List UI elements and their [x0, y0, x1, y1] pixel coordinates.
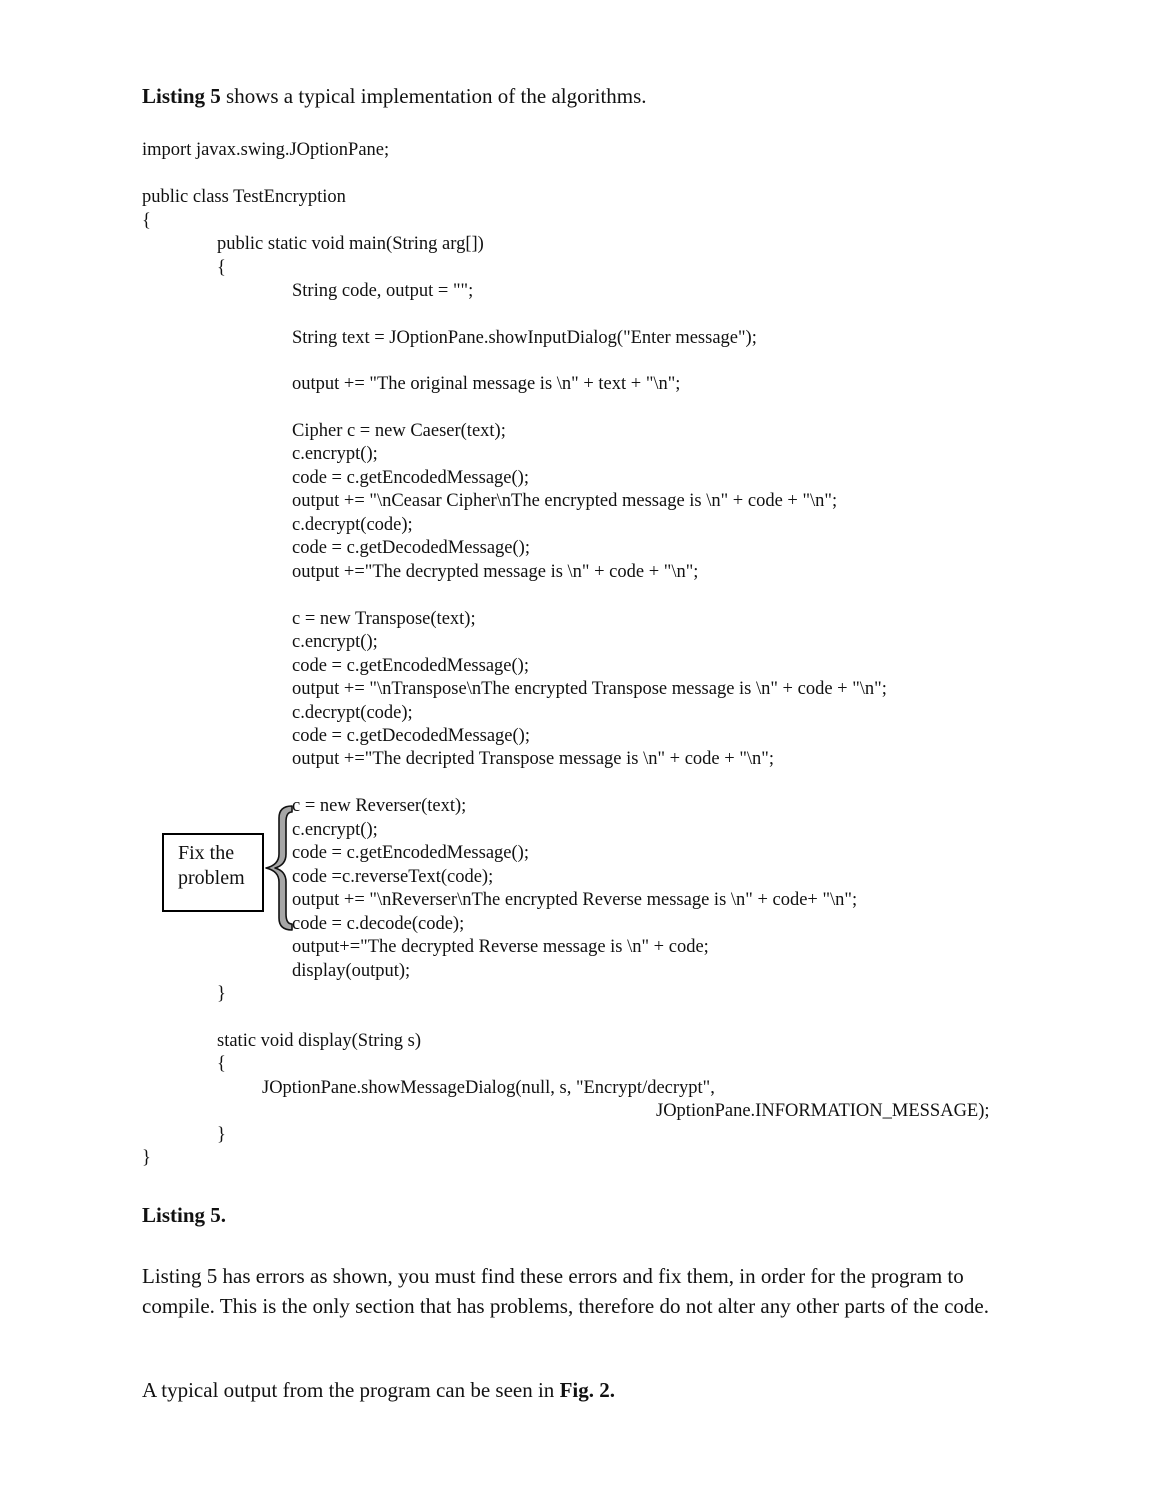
output-note-text: A typical output from the program can be seen in	[142, 1378, 560, 1402]
listing-caption: Listing 5.	[142, 1203, 227, 1227]
code-line-transpose-get-decoded: code = c.getDecodedMessage();	[292, 726, 530, 746]
fix-problem-callout	[162, 833, 264, 912]
code-line-caesar-new: Cipher c = new Caeser(text);	[292, 421, 506, 441]
code-line-caesar-output-decrypted: output +="The decrypted message is \n" + code + "\n";	[292, 562, 699, 582]
code-line-show-message: JOptionPane.showMessageDialog(null, s, "Encrypt/decrypt",	[262, 1078, 715, 1098]
curly-brace-icon	[262, 804, 294, 932]
code-line-import: import javax.swing.JOptionPane;	[142, 140, 390, 160]
figure-reference: Fig. 2.	[559, 1378, 615, 1402]
code-line-reverser-encrypt: c.encrypt();	[292, 820, 378, 840]
code-line-reverser-reverse-text: code =c.reverseText(code);	[292, 867, 494, 887]
intro-listing-ref: Listing 5	[142, 84, 221, 108]
code-line-class-decl: public class TestEncryption	[142, 187, 346, 207]
code-line-reverser-output-decrypted: output+="The decrypted Reverse message is \n" + code;	[292, 937, 709, 957]
code-line-caesar-get-encoded: code = c.getEncodedMessage();	[292, 468, 529, 488]
code-line-transpose-output-decrypted: output +="The decripted Transpose message is \n" + code + "\n";	[292, 749, 774, 769]
code-line-display-call: display(output);	[292, 961, 411, 981]
code-line-open-display: {	[217, 1054, 226, 1074]
code-line-transpose-get-encoded: code = c.getEncodedMessage();	[292, 656, 529, 676]
code-line-display-decl: static void display(String s)	[217, 1031, 421, 1051]
code-line-decl-text: String text = JOptionPane.showInputDialog("Enter message");	[292, 328, 757, 348]
intro-text: shows a typical implementation of the algorithms.	[220, 84, 647, 108]
code-line-close-class: }	[142, 1148, 151, 1168]
code-line-transpose-output-encrypted: output += "\nTranspose\nThe encrypted Transpose message is \n" + code + "\n";	[292, 679, 887, 699]
code-line-main-decl: public static void main(String arg[])	[217, 234, 484, 254]
code-line-open-main: {	[217, 258, 226, 278]
code-line-open-class: {	[142, 211, 151, 231]
intro-sentence	[142, 84, 647, 109]
code-line-transpose-new: c = new Transpose(text);	[292, 609, 476, 629]
output-note	[142, 1378, 615, 1403]
code-line-caesar-output-encrypted: output += "\nCeasar Cipher\nThe encrypted message is \n" + code + "\n";	[292, 491, 838, 511]
instruction-paragraph: Listing 5 has errors as shown, you must find these errors and fix them, in order for the program to compile. This is the only section that has problems, therefore do not alter any other parts of the code.	[142, 1264, 989, 1318]
code-line-close-main: }	[217, 984, 226, 1004]
code-line-show-message-cont: JOptionPane.INFORMATION_MESSAGE);	[656, 1101, 990, 1121]
code-line-reverser-get-encoded: code = c.getEncodedMessage();	[292, 843, 529, 863]
callout-line-1: Fix the	[178, 842, 235, 864]
code-line-decl-code: String code, output = "";	[292, 281, 474, 301]
code-line-reverser-decode: code = c.decode(code);	[292, 914, 465, 934]
callout-line-2: problem	[178, 867, 245, 889]
code-line-transpose-encrypt: c.encrypt();	[292, 632, 378, 652]
code-line-reverser-new: c = new Reverser(text);	[292, 796, 467, 816]
code-line-close-display: }	[217, 1125, 226, 1145]
code-line-reverser-output-encrypted: output += "\nReverser\nThe encrypted Reverse message is \n" + code+ "\n";	[292, 890, 858, 910]
code-line-caesar-encrypt: c.encrypt();	[292, 444, 378, 464]
code-line-caesar-decrypt: c.decrypt(code);	[292, 515, 413, 535]
code-line-out-original: output += "The original message is \n" + text + "\n";	[292, 374, 681, 394]
code-line-transpose-decrypt: c.decrypt(code);	[292, 703, 413, 723]
code-line-caesar-get-decoded: code = c.getDecodedMessage();	[292, 538, 530, 558]
